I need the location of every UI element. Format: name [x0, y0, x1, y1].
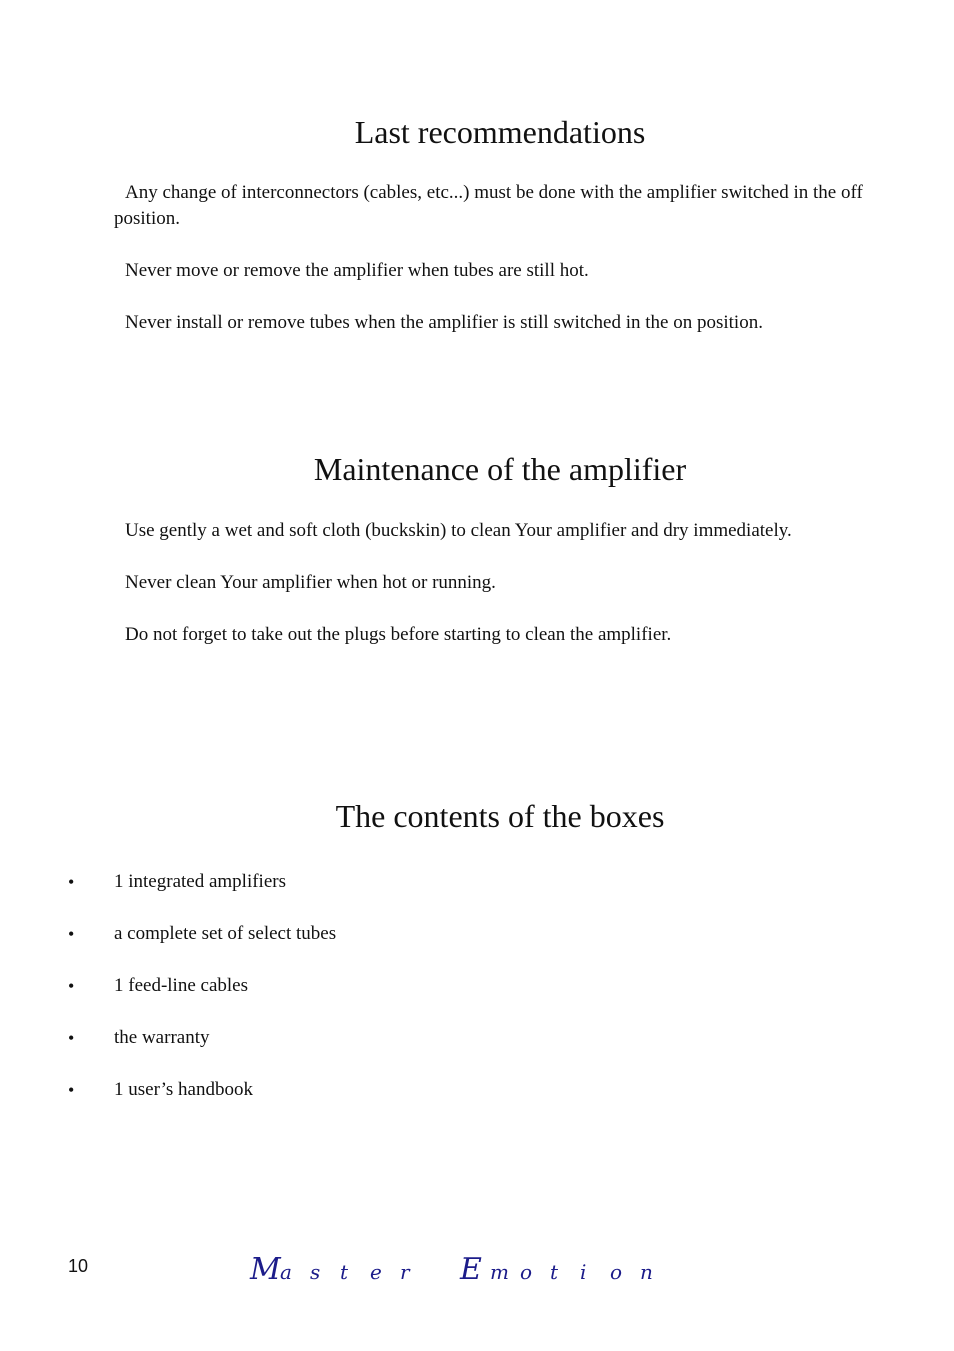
bullet-icon: • [68, 976, 75, 996]
section-title-last-recommendations: Last recommendations [354, 114, 646, 150]
bullet-icon: • [68, 924, 75, 944]
paragraph: Never move or remove the amplifier when tubes are still hot. [125, 260, 589, 281]
section-title-box-contents: The contents of the boxes [335, 798, 665, 834]
logo-letter: i [580, 1260, 587, 1284]
paragraph: Any change of interconnectors (cables, etc...) must be done with the amplifier switched in the off position. [114, 182, 863, 229]
logo-letter: t [550, 1260, 559, 1284]
paragraph: Never clean Your amplifier when hot or running. [125, 572, 496, 593]
bullet-icon: • [68, 1028, 75, 1048]
list-item-text: 1 feed-line cables [114, 975, 248, 996]
logo-letter: s [310, 1260, 321, 1284]
logo-letter: m [490, 1260, 509, 1284]
logo-letter: o [610, 1260, 623, 1284]
list-item-text: the warranty [114, 1027, 210, 1048]
paragraph: Use gently a wet and soft cloth (buckskin) to clean Your amplifier and dry immediately. [125, 520, 792, 541]
logo-letter: r [400, 1260, 410, 1284]
list-item-text: 1 user’s handbook [114, 1079, 253, 1100]
logo-letter: e [370, 1260, 382, 1284]
logo-letter: o [520, 1260, 533, 1284]
list-item-text: a complete set of select tubes [114, 923, 337, 944]
logo-letter: E [460, 1252, 482, 1287]
logo-letter: M [250, 1252, 281, 1287]
logo-letter: n [640, 1260, 653, 1284]
page-number: 10 [68, 1256, 89, 1276]
logo-letter: t [340, 1260, 349, 1284]
paragraph: Do not forget to take out the plugs before starting to clean the amplifier. [125, 624, 672, 645]
logo-letter: a [280, 1260, 292, 1284]
bullet-icon: • [68, 872, 75, 892]
section-title-maintenance: Maintenance of the amplifier [313, 451, 687, 487]
paragraph: Never install or remove tubes when the amplifier is still switched in the on position. [125, 312, 763, 333]
logo-letter [430, 1260, 436, 1284]
bullet-icon: • [68, 1080, 75, 1100]
list-item-text: 1 integrated amplifiers [114, 871, 286, 892]
